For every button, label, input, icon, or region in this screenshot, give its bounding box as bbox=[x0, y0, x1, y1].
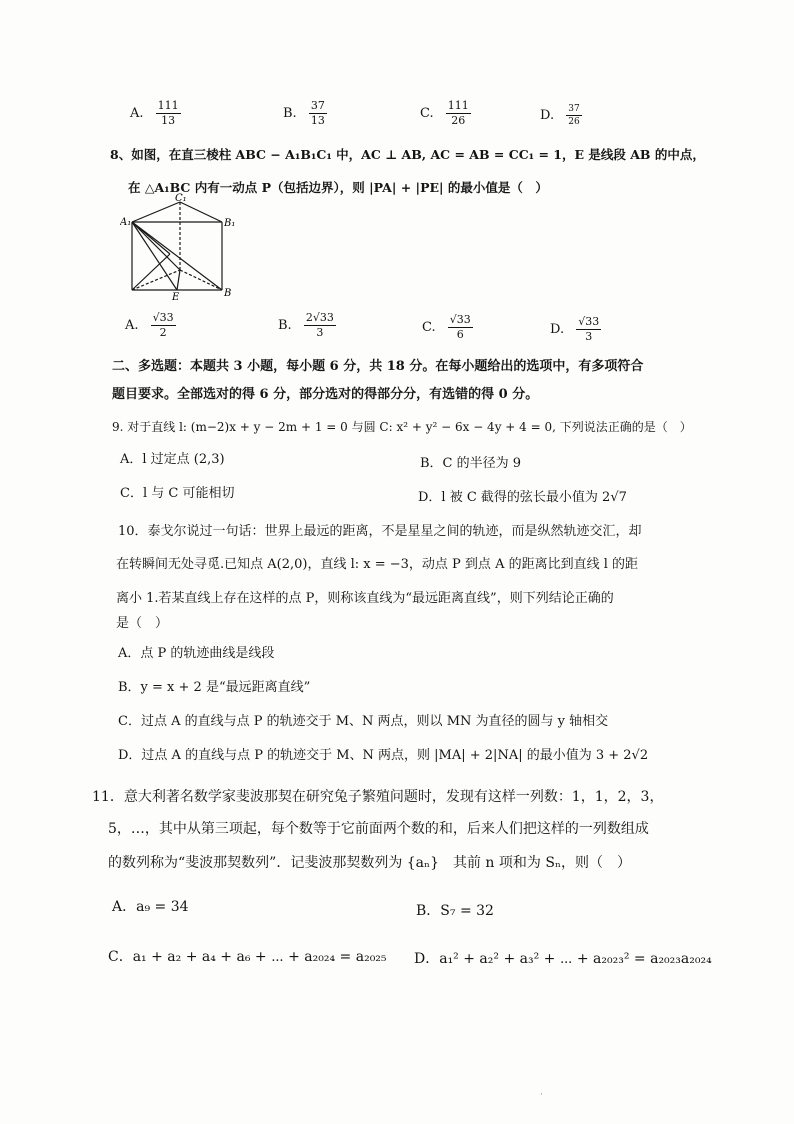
label-a1: A₁ bbox=[120, 217, 132, 228]
option-letter: D. bbox=[540, 108, 555, 123]
q11-option-b: B．S₇ = 32 bbox=[416, 903, 494, 919]
edge-c-e bbox=[177, 270, 180, 290]
q10-option-a: A．点 P 的轨迹曲线是线段 bbox=[118, 646, 275, 661]
q9-option-a: A．l 过定点 (2,3) bbox=[120, 452, 225, 467]
edge-a-c bbox=[132, 270, 180, 290]
q10-option-b: B．y = x + 2 是“最远距离直线” bbox=[118, 680, 311, 695]
q9-option-b: B．C 的半径为 9 bbox=[420, 456, 522, 471]
q11-stem-line2: 5，…，其中从第三项起，每个数等于它前面两个数的和，后来人们把这样的一列数组成 bbox=[108, 821, 649, 837]
fraction: $\frac{√33}{3}$ bbox=[578, 315, 600, 343]
fraction: $\frac{2√33}{3}$ bbox=[305, 311, 334, 339]
fraction: $\frac{37}{26}$ bbox=[568, 104, 580, 127]
q7-option-a bbox=[130, 100, 181, 127]
q11-option-c: C．a₁ + a₂ + a₄ + a₆ + ⋯ + a₂₀₂₄ = a₂₀₂₅ bbox=[108, 949, 387, 965]
option-letter: B. bbox=[278, 318, 292, 333]
q8-option-d bbox=[550, 316, 601, 343]
q10-stem-line1: 10．泰戈尔说过一句话：世界上最远的距离，不是星星之间的轨迹，而是纵然轨迹交汇，却 bbox=[118, 524, 642, 539]
q10-option-c: C．过点 A 的直线与点 P 的轨迹交于 M、N 两点，则以 MN 为直径的圆与 y 轴相交 bbox=[118, 714, 609, 729]
q10-stem-line3: 离小 1.若某直线上存在这样的点 P，则称该直线为“最远距离直线”，则下列结论正确的 bbox=[116, 591, 614, 606]
option-letter: A. bbox=[125, 318, 139, 333]
q10-stem-line2: 在转瞬间无处寻觅.已知点 A(2,0)，直线 l: x = −3，动点 P 到点 A 的距离比到直线 l 的距 bbox=[116, 557, 639, 572]
q8-stem-line1: 8、如图，在直三棱柱 ABC − A₁B₁C₁ 中，AC ⊥ AB, AC = AB = CC₁ = 1，E 是线段 AB 的中点， bbox=[110, 147, 705, 162]
prism-figure bbox=[120, 192, 240, 302]
option-letter: D. bbox=[550, 322, 565, 337]
edge-p-a bbox=[132, 254, 170, 290]
fraction: $\frac{111}{26}$ bbox=[447, 99, 469, 127]
fraction: $\frac{37}{13}$ bbox=[310, 99, 325, 127]
q11-option-a: A．a₉ = 34 bbox=[112, 899, 189, 915]
section2-line1: 二、多选题：本题共 3 小题，每小题 6 分，共 18 分。在每小题给出的选项中，有多项符合 bbox=[112, 359, 644, 374]
edge-c1-b1 bbox=[180, 202, 222, 222]
q9-option-c: C．l 与 C 可能相切 bbox=[120, 486, 235, 501]
q7-option-b bbox=[283, 100, 327, 127]
q9-stem: 9. 对于直线 l: (m−2)x + y − 2m + 1 = 0 与圆 C: x² + y² − 6x − 4y + 4 = 0, 下列说法正确的是（ ） bbox=[112, 420, 692, 434]
label-b1: B₁ bbox=[224, 218, 236, 229]
edge-c-b bbox=[180, 270, 222, 290]
q9-option-d: D．l 被 C 截得的弦长最小值为 2√7 bbox=[418, 490, 627, 505]
label-e: E bbox=[172, 292, 180, 302]
section2-line2: 题目要求。全部选对的得 6 分，部分选对的得部分分，有选错的得 0 分。 bbox=[112, 387, 539, 402]
q11-stem-line3: 的数列称为“斐波那契数列”．记斐波那契数列为 {aₙ} 其前 n 项和为 Sₙ，则（ ） bbox=[108, 855, 631, 871]
label-c1: C₁ bbox=[175, 193, 187, 204]
q8-option-a bbox=[125, 312, 176, 339]
option-letter: C. bbox=[420, 106, 434, 121]
option-letter: C. bbox=[422, 320, 436, 335]
fraction: $\frac{√33}{2}$ bbox=[152, 311, 174, 339]
q8-stem-line2: 在 △A₁BC 内有一动点 P（包括边界），则 |PA| + |PE| 的最小值是（ ） bbox=[128, 180, 548, 195]
label-b: B bbox=[224, 288, 232, 299]
q7-option-c bbox=[420, 100, 471, 127]
edge-a1-c1 bbox=[132, 202, 180, 222]
q11-stem-line1: 11．意大利著名数学家斐波那契在研究兔子繁殖问题时，发现有这样一列数：1，1，2，3， bbox=[92, 789, 664, 805]
fraction: $\frac{√33}{6}$ bbox=[449, 313, 471, 341]
q10-stem-line4: 是（ ） bbox=[116, 616, 169, 631]
scan-dot: · bbox=[540, 1090, 543, 1100]
q8-option-c bbox=[422, 314, 473, 341]
edge-a1-p bbox=[132, 222, 170, 254]
q11-option-d: D．a₁² + a₂² + a₃² + ⋯ + a₂₀₂₃² = a₂₀₂₃a₂₀₂₄ bbox=[414, 951, 712, 967]
q8-option-b bbox=[278, 312, 336, 339]
q10-option-d: D．过点 A 的直线与点 P 的轨迹交于 M、N 两点，则 |MA| + 2|NA| 的最小值为 3 + 2√2 bbox=[118, 748, 649, 763]
option-letter: B. bbox=[283, 106, 297, 121]
edge-a1-b bbox=[132, 222, 222, 290]
edge-a1-e bbox=[132, 222, 177, 290]
fraction: $\frac{111}{13}$ bbox=[157, 99, 179, 127]
option-letter: A. bbox=[130, 106, 144, 121]
edge-a1-c bbox=[132, 222, 180, 270]
q7-option-d bbox=[540, 104, 582, 127]
